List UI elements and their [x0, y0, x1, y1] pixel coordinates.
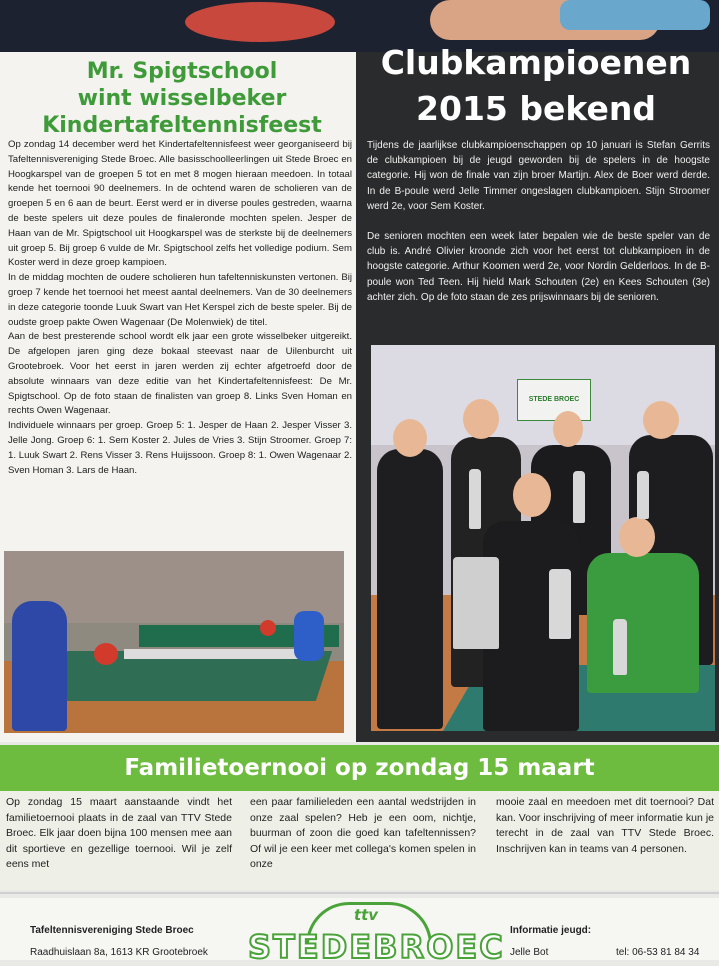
- right-title-line2: 2015 bekend: [416, 89, 656, 128]
- shirt-shape: [560, 0, 710, 30]
- photo-banner: STEDE BROEC: [517, 379, 591, 421]
- paddle-shape: [185, 2, 335, 42]
- footer-contact-tel: tel: 06-53 81 84 34: [616, 947, 700, 958]
- winner-head: [553, 411, 583, 447]
- left-para-1: Op zondag 14 december werd het Kindertafeltennisfeest weer georganiseerd bij Tafeltennisvereniging Stede Broec. Alle basisschoolleerlingen uit Stede Broec en Hoogkarspel van de groepen 5 tot en met 8 mogen hieraan meedoen. In totaal kende het toernooi 90 deelnemers. In de ochtend waren de scholieren van de groepen 5 en 6 aan de beurt. Eerst werd er in diverse poules gestreden, waarna de beste spelers uit deze poules de finaleronde mochten spelen. Jesper de Haan van de Mr. Spigtschool uit Hoogkarspel was de sterkste bij de deelnemers uit groep 5. Bij groep 6 vulde de Mr. Spigtschool zelfs het volledige podium. Sem Koster werd in deze groep kampioen.: [8, 139, 352, 269]
- left-article-body: [8, 138, 352, 478]
- right-para-1: Tijdens de jaarlijkse clubkampioenschappen op 10 januari is Stefan Gerrits de clubkampioen bij de jeugd geworden bij de spelers in de hoogste categorie. Hij won de finale van zijn broer Martijn. Alex de Boer werd derde. In de B-poule werd Jelle Timmer ongeslagen clubkampioen. Stijn Stroomer werd 2e, voor Sem Koster.: [367, 140, 710, 212]
- left-para-3: Aan de best presterende school wordt elk jaar een grote wisselbeker uitgereikt. De afgelopen jaren ging deze bokaal steevast naar de Uilenburcht uit Grootebroek. Voor het eerst in jaren werden zij echter afgetroefd door de absolute winnaars van deze editie van het Kindertafeltennisfeest: De Mr. Spigtschool. Op de foto staan de finalisten van groep 8. Links Sven Homan en rechts Owen Wagenaar.: [8, 331, 352, 417]
- trophy-icon: [637, 471, 649, 519]
- footer-divider: [0, 892, 719, 894]
- player-right: [294, 611, 324, 661]
- left-article-title: [8, 58, 356, 139]
- winner-head: [643, 401, 679, 439]
- player-left: [12, 601, 67, 731]
- left-para-4: Individuele winnaars per groep. Groep 5: 1. Jesper de Haan 2. Jesper Visser 3. Jelle Jong. Groep 6: 1. Sem Koster 2. Jules de Vries 3. Stijn Stroomer. Groep 7: 1. Luuk Swart 2. Rens Visser 3. Rens Huijssoon. Groep 8: 1. Owen Wagenaar 2. Sven Homan 3. Lars de Haan.: [8, 420, 352, 476]
- right-article-photo: [371, 345, 715, 731]
- club-logo: [248, 902, 505, 966]
- left-title-line3: Kindertafeltennisfeest: [42, 113, 322, 138]
- bottom-col-2: een paar familieleden een aantal wedstrijden in onze zaal spelen? Heb je een oom, nichtje, buurman of zoon die goed kan tafeltennissen? Of wil je een keer met collega's komen spelen in onze: [250, 796, 476, 871]
- left-article-photo: [4, 551, 344, 733]
- paddle-left: [94, 643, 118, 665]
- logo-word: STEDEBROEC: [248, 928, 505, 966]
- left-title-line1: Mr. Spigtschool: [86, 59, 278, 84]
- trophy-icon: [613, 619, 627, 675]
- right-title-line1: Clubkampioenen: [380, 43, 692, 82]
- trophy-icon: [469, 469, 481, 529]
- right-article-title: [360, 40, 712, 132]
- right-para-2: De senioren mochten een week later bepalen wie de beste speler van de club is. André Olivier kroonde zich voor het eerst tot clubkampioen in de hoogste categorie. Arthur Koomen werd 2e, voor Nordin Gelderloos. In de B-poule won Ted Teen. Hij hield Mark Schouten (2e) en Kees Schouten (3e) achter zich. Op de foto staan de zes prijswinnaars bij de senioren.: [367, 231, 710, 303]
- winner-person: [587, 553, 699, 693]
- footer-info-label: Informatie jeugd:: [510, 925, 592, 936]
- right-article-body: [367, 138, 710, 320]
- bottom-col-1: Op zondag 15 maart aanstaande vindt het familietoernooi plaats in de zaal van TTV Stede Broec. Elk jaar doen bijna 100 mensen mee aan dit sportieve en gezellige toernooi. Wil je zelf eens met: [6, 796, 232, 871]
- winner-head: [393, 419, 427, 457]
- logo-small-text: ttv: [353, 906, 379, 924]
- bottom-article-title: Familietoernooi op zondag 15 maart: [124, 755, 595, 781]
- winner-person: [377, 449, 443, 729]
- table-net: [124, 649, 314, 659]
- left-para-2: In de middag mochten de oudere scholieren hun tafeltenniskunsten vertonen. Bij groep 7 kende het toernooi het meest aantal deelnemers. Van de 30 deelnemers in deze categorie toonde Luuk Swart van Het Kerspel zich de beste speler. Bij de oudste groep pakte Owen Wagenaar (De Molenwiek) de titel.: [8, 272, 352, 328]
- paddle-right: [260, 620, 276, 636]
- winner-head: [463, 399, 499, 439]
- footer-contact-name: Jelle Bot: [510, 947, 549, 958]
- left-title-line2: wint wisselbeker: [77, 86, 287, 111]
- trophy-icon: [573, 471, 585, 523]
- trophy-icon: [549, 569, 571, 639]
- trophy-icon: [453, 557, 499, 649]
- bottom-col-3: mooie zaal en meedoen met dit toernooi? Dat kan. Voor inschrijving of meer informatie kun je terecht in de zaal van TTV Stede Broec. Inschrijven kan in teams van 4 personen.: [496, 796, 714, 855]
- winner-head: [513, 473, 551, 517]
- winner-head: [619, 517, 655, 557]
- footer-club-name: Tafeltennisvereniging Stede Broec: [30, 925, 194, 936]
- footer-address: Raadhuislaan 8a, 1613 KR Grootebroek: [30, 947, 208, 958]
